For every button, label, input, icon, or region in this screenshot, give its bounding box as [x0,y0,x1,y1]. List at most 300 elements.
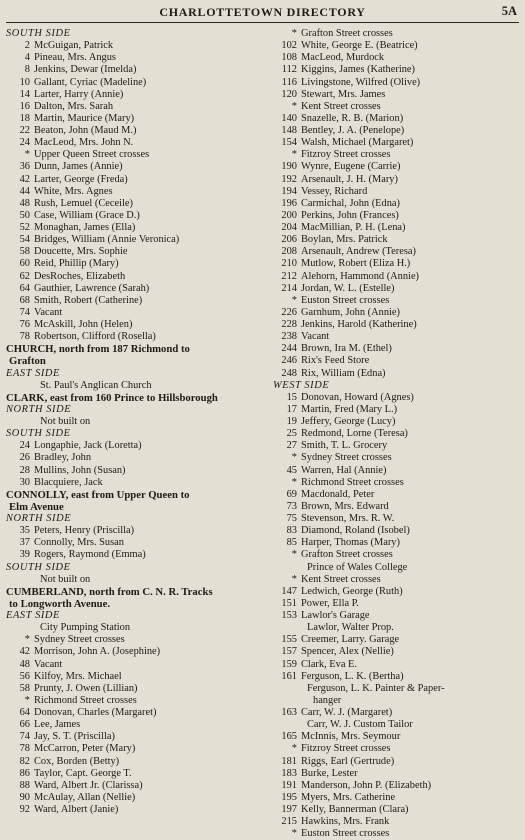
entry-text: Sydney Street crosses [301,452,392,464]
directory-entry [6,89,258,101]
cross-street-line [273,549,523,561]
entry-text: Burke, Lester [301,767,358,779]
entry-text: Brown, Ira M. (Ethel) [301,343,392,355]
entry-text: Grafton Street crosses [301,28,393,39]
house-number: 69 [286,488,297,500]
side-heading: SOUTH SIDE [6,561,71,573]
directory-entry [273,465,523,477]
cross-street-line [6,695,258,707]
house-number: 58 [19,682,30,694]
house-number: 44 [19,185,30,197]
house-number: 196 [281,197,297,209]
entry-text: Peters, Henry (Priscilla) [34,525,135,537]
directory-entry [6,331,258,343]
house-number: 191 [281,779,297,791]
house-number: 151 [281,597,297,609]
directory-entry [6,283,258,295]
directory-entry [273,210,523,222]
entry-text: Donovan, Charles (Margaret) [34,707,157,718]
directory-entry [6,186,258,198]
entry-text: Rush, Lemuel (Ceceile) [34,197,133,209]
entry-text: White, George E. (Beatrice) [301,40,418,52]
directory-entry [273,40,523,52]
entry-text: Rogers, Raymond (Emma) [34,549,146,561]
side-heading: WEST SIDE [273,379,330,391]
side-heading: SOUTH SIDE [6,428,71,440]
house-number: 27 [286,440,297,452]
entry-text: Blacquiere, Jack [34,476,103,488]
street-heading: CUMBERLAND, north from C. N. R. Tracks [6,585,213,598]
directory-entry [6,64,258,76]
directory-entry [273,501,523,513]
house-number: 56 [19,670,30,682]
house-number: 18 [19,112,30,124]
house-number: * [291,476,297,488]
entry-text: Kiggins, James (Katherine) [301,64,415,76]
house-number: * [291,100,297,112]
entry-text: Garnhum, John (Annie) [301,306,400,318]
house-number: 195 [281,791,297,803]
directory-entry [6,307,258,319]
house-number: * [291,452,297,464]
directory-entry [6,198,258,210]
house-number: 52 [19,222,30,233]
house-number: 74 [19,306,30,318]
entry-text: Stewart, Mrs. James [301,88,386,100]
directory-entry [6,477,258,489]
entry-text: Clark, Eva E. [301,658,357,670]
house-number: 17 [286,403,297,415]
directory-entry [6,40,258,52]
directory-entry [6,780,258,792]
entry-text: Boylan, Mrs. Patrick [301,234,388,246]
entry-text: White, Mrs. Agnes [34,185,113,197]
directory-entry [273,634,523,646]
directory-entry [6,77,258,89]
house-number: 165 [281,731,297,743]
entry-text: Prunty, J. Owen (Lillian) [34,682,138,694]
entry-text: Bradley, John [34,452,92,464]
entry-text: Cox, Borden (Betty) [34,755,120,767]
directory-entry [273,731,523,743]
right-column [273,28,523,840]
left-column [6,28,258,816]
house-number: 75 [286,513,297,524]
entry-text: Lee, James [34,719,81,731]
house-number: 244 [281,343,297,355]
directory-entry [273,792,523,804]
entry-text: Dalton, Mrs. Sarah [34,100,114,112]
entry-text: Taylor, Capt. George T. [34,767,132,779]
house-number: * [291,28,297,39]
entry-text: Jenkins, Dewar (Imelda) [34,64,137,76]
directory-entry [273,222,523,234]
directory-entry [273,307,523,319]
house-number: 66 [19,719,30,731]
directory-entry [273,77,523,89]
entry-text: Kent Street crosses [301,100,381,112]
house-number: 163 [281,707,297,718]
directory-entry [6,525,258,537]
entry-text: Rix, William (Edna) [301,367,386,379]
house-number: 204 [281,222,297,233]
directory-entry [273,404,523,416]
indented-entry: Not built on [40,573,91,585]
entry-text: Ferguson, L. K. (Bertha) [301,670,404,682]
directory-entry [6,731,258,743]
house-number: 246 [281,355,297,367]
house-number: 208 [281,246,297,258]
house-number: 76 [19,319,30,330]
entry-text: Mutlow, Robert (Eliza H.) [301,258,411,270]
entry-text: Gauthier, Lawrence (Sarah) [34,282,150,294]
cross-street-line [273,828,523,840]
entry-text: Martin, Maurice (Mary) [34,112,135,124]
entry-text: Vessey, Richard [301,185,368,197]
directory-entry [273,198,523,210]
house-number: 64 [19,282,30,294]
entry-text: McCarron, Peter (Mary) [34,743,136,755]
house-number: 210 [281,258,297,270]
side-heading: NORTH SIDE [6,403,72,415]
directory-entry [273,598,523,610]
house-number: 48 [19,197,30,209]
directory-entry [6,683,258,695]
house-number: 42 [19,173,30,185]
cross-street-line [273,574,523,586]
entry-text: Bentley, J. A. (Penelope) [301,125,405,136]
entry-text: Livingstone, Wilfred (Olive) [301,76,421,88]
entry-text: Hawkins, Mrs. Frank [301,816,390,828]
entry-text: Stevenson, Mrs. R. W. [301,513,395,524]
directory-entry [273,537,523,549]
entry-text: Vacant [34,306,63,318]
directory-entry [6,768,258,780]
directory-entry [273,137,523,149]
house-number: 25 [286,428,297,440]
directory-entry [6,222,258,234]
house-number: 54 [19,234,30,246]
entry-text: MacLeod, Murdock [301,52,385,64]
directory-entry [273,756,523,768]
directory-entry [273,331,523,343]
entry-text: McAskill, John (Helen) [34,319,133,330]
house-number: 24 [19,137,30,149]
entry-text: Case, William (Grace D.) [34,209,140,221]
entry-text: Alehorn, Hammond (Annie) [301,270,420,282]
house-number: 102 [281,40,297,52]
entry-text: Jeffery, George (Lucy) [301,416,396,427]
entry-text: Creemer, Larry. Garage [301,634,400,646]
entry-text: DesRoches, Elizabeth [34,270,126,282]
entry-text: Fitzroy Street crosses [301,743,391,755]
directory-entry [273,428,523,440]
house-number: 206 [281,234,297,246]
entry-text: Carr, W. J. (Margaret) [301,707,393,718]
entry-text: Lawlor's Garage [301,610,370,621]
entry-text: Larter, George (Freda) [34,173,128,185]
indented-entry: Lawlor, Walter Prop. [307,622,394,634]
cross-street-line [273,743,523,755]
directory-entry [273,440,523,452]
directory-entry [6,295,258,307]
indented-entry: St. Paul's Anglican Church [40,379,152,391]
entry-text: Arsenault, J. H. (Mary) [301,173,398,185]
house-number: 28 [19,464,30,476]
entry-text: Macdonald, Peter [301,488,375,500]
house-number: 148 [281,125,297,136]
house-number: 108 [281,52,297,64]
entry-text: Kelly, Bannerman (Clara) [301,804,409,815]
directory-entry [6,234,258,246]
side-heading: NORTH SIDE [6,513,72,524]
entry-text: Kent Street crosses [301,573,381,585]
entry-text: Donovan, Howard (Agnes) [301,391,414,403]
house-number: 147 [281,585,297,597]
house-number: * [291,149,297,161]
directory-entry [6,792,258,804]
entry-text: Richmond Street crosses [34,694,137,706]
entry-text: Beaton, John (Maud M.) [34,125,137,136]
street-heading: CLARK, east from 160 Prince to Hillsborough [6,391,218,404]
house-number: 48 [19,658,30,670]
directory-entry [6,52,258,64]
indented-entry: Ferguson, L. K. Painter & Paper- [307,682,445,694]
cross-street-line [6,634,258,646]
entry-text: Perkins, John (Frances) [301,209,399,221]
directory-entry [6,174,258,186]
house-number: * [24,149,30,161]
directory-entry [273,392,523,404]
cross-street-line [273,295,523,307]
side-heading: EAST SIDE [6,367,60,379]
entry-text: Wynre, Eugene (Carrie) [301,161,401,173]
entry-text: Jay, S. T. (Priscilla) [34,731,115,743]
directory-entry [273,768,523,780]
entry-text: Connolly, Mrs. Susan [34,537,124,549]
entry-text: Smith, T. L. Grocery [301,440,388,452]
directory-entry [6,756,258,768]
entry-text: Gallant, Cyriac (Madeline) [34,76,147,88]
entry-text: Upper Queen Street crosses [34,149,150,161]
directory-entry [273,659,523,671]
directory-entry [6,125,258,137]
entry-text: Dunn, James (Annie) [34,161,123,173]
entry-text: Monaghan, James (Ella) [34,222,136,233]
house-number: 153 [281,610,297,621]
house-number: 78 [19,331,30,343]
entry-text: Fitzroy Street crosses [301,149,391,161]
directory-entry [273,186,523,198]
entry-text: Redmond, Lorne (Teresa) [301,428,408,440]
directory-entry [6,659,258,671]
house-number: 183 [281,767,297,779]
house-number: 192 [281,173,297,185]
entry-text: Walsh, Michael (Margaret) [301,137,414,149]
entry-text: Diamond, Roland (Isobel) [301,525,410,537]
directory-entry [273,513,523,525]
directory-entry [273,234,523,246]
house-number: 83 [286,525,297,537]
entry-text: Martin, Fred (Mary L.) [301,403,398,415]
entry-text: Euston Street crosses [301,294,390,306]
house-number: 212 [281,270,297,282]
directory-entry [6,707,258,719]
house-number: 50 [19,209,30,221]
house-number: 214 [281,282,297,294]
house-number: 226 [281,306,297,318]
entry-text: Brown, Mrs. Edward [301,500,389,512]
house-number: 16 [19,100,30,112]
indented-entry: Carr, W. J. Custom Tailor [307,719,413,731]
house-number: 92 [19,804,30,815]
directory-entry [6,537,258,549]
entry-text: Manderson, John P. (Elizabeth) [301,779,432,791]
directory-entry [273,586,523,598]
entry-text: Ward, Albert (Janie) [34,804,119,815]
directory-entry [6,319,258,331]
directory-entry [6,161,258,173]
entry-text: Richmond Street crosses [301,476,404,488]
house-number: 73 [286,500,297,512]
house-number: 140 [281,112,297,124]
entry-text: McGuigan, Patrick [34,40,114,52]
house-number: 228 [281,319,297,330]
page-number: 5A [501,4,517,18]
house-number: * [24,694,30,706]
directory-entry [6,646,258,658]
entry-text: McAulay, Allan (Nellie) [34,791,136,803]
house-number: 200 [281,209,297,221]
page-header [6,0,519,23]
directory-entry [6,804,258,816]
house-number: 39 [19,549,30,561]
directory-entry [273,780,523,792]
entry-text: Kilfoy, Mrs. Michael [34,670,122,682]
house-number: * [24,634,30,646]
directory-entry [6,465,258,477]
directory-entry [273,64,523,76]
house-number: 14 [19,88,30,100]
directory-entry [6,743,258,755]
entry-text: Bridges, William (Annie Veronica) [34,234,180,246]
house-number: 58 [19,246,30,258]
directory-entry [273,610,523,622]
house-number: 190 [281,161,297,173]
directory-entry [273,646,523,658]
house-number: 88 [19,779,30,791]
cross-street-line [273,477,523,489]
house-number: 35 [19,525,30,537]
house-number: 62 [19,270,30,282]
entry-text: Harper, Thomas (Mary) [301,537,400,549]
house-number: 82 [19,755,30,767]
house-number: 85 [286,537,297,549]
entry-text: Pineau, Mrs. Angus [34,52,116,64]
directory-entry [273,89,523,101]
side-heading: EAST SIDE [6,610,60,621]
entry-text: Larter, Harry (Annie) [34,88,124,100]
directory-entry [6,137,258,149]
directory-entry [273,816,523,828]
house-number: 86 [19,767,30,779]
house-number: 120 [281,88,297,100]
directory-entry [6,671,258,683]
indented-entry: Prince of Wales College [307,561,408,573]
house-number: 248 [281,367,297,379]
house-number: 74 [19,731,30,743]
entry-text: Mullins, John (Susan) [34,464,126,476]
house-number: 4 [24,52,30,64]
cross-street-line [273,101,523,113]
house-number: 116 [281,76,297,88]
house-number: 215 [281,816,297,828]
house-number: 64 [19,707,30,718]
house-number: 194 [281,185,297,197]
directory-entry [273,416,523,428]
house-number: 112 [281,64,297,76]
entry-text: Jordan, W. L. (Estelle) [301,282,395,294]
entry-text: MacLeod, Mrs. John N. [34,137,134,149]
street-heading-continued: Elm Avenue [9,500,64,513]
entry-text: Smith, Robert (Catherine) [34,294,143,306]
entry-text: Ledwich, George (Ruth) [301,585,403,597]
directory-entry [273,804,523,816]
entry-text: Power, Ella P. [301,597,359,609]
entry-text: MacMillian, P. H. (Lena) [301,222,406,233]
house-number: 45 [286,464,297,476]
house-number: 68 [19,294,30,306]
entry-text: Euston Street crosses [301,828,390,840]
house-number: 19 [286,416,297,427]
directory-entry [6,258,258,270]
entry-text: Reid, Phillip (Mary) [34,258,119,270]
directory-entry [273,707,523,719]
house-number: 197 [281,804,297,815]
directory-entry [273,258,523,270]
house-number: 24 [19,440,30,452]
directory-entry [273,161,523,173]
cross-street-line [273,452,523,464]
entry-text: Robertson, Clifford (Rosella) [34,331,156,343]
street-heading: CHURCH, north from 187 Richmond to [6,343,190,356]
directory-entry [273,355,523,367]
house-number: 78 [19,743,30,755]
street-heading: CONNOLLY, east from Upper Queen to [6,488,190,501]
house-number: 15 [286,391,297,403]
house-number: 181 [281,755,297,767]
house-number: 8 [24,64,30,76]
directory-entry [273,246,523,258]
directory-entry [273,368,523,380]
entry-text: Riggs, Earl (Gertrude) [301,755,395,767]
directory-entry [273,113,523,125]
page-title: CHARLOTTETOWN DIRECTORY [159,5,366,19]
directory-entry [273,125,523,137]
house-number: 2 [24,40,30,52]
cross-street-line [273,149,523,161]
house-number: * [291,549,297,561]
directory-entry [273,671,523,683]
directory-entry [6,549,258,561]
house-number: 36 [19,161,30,173]
house-number: 30 [19,476,30,488]
entry-text: Doucette, Mrs. Sophie [34,246,128,258]
directory-entry [6,271,258,283]
directory-entry [6,113,258,125]
directory-entry [273,283,523,295]
directory-entry [6,101,258,113]
